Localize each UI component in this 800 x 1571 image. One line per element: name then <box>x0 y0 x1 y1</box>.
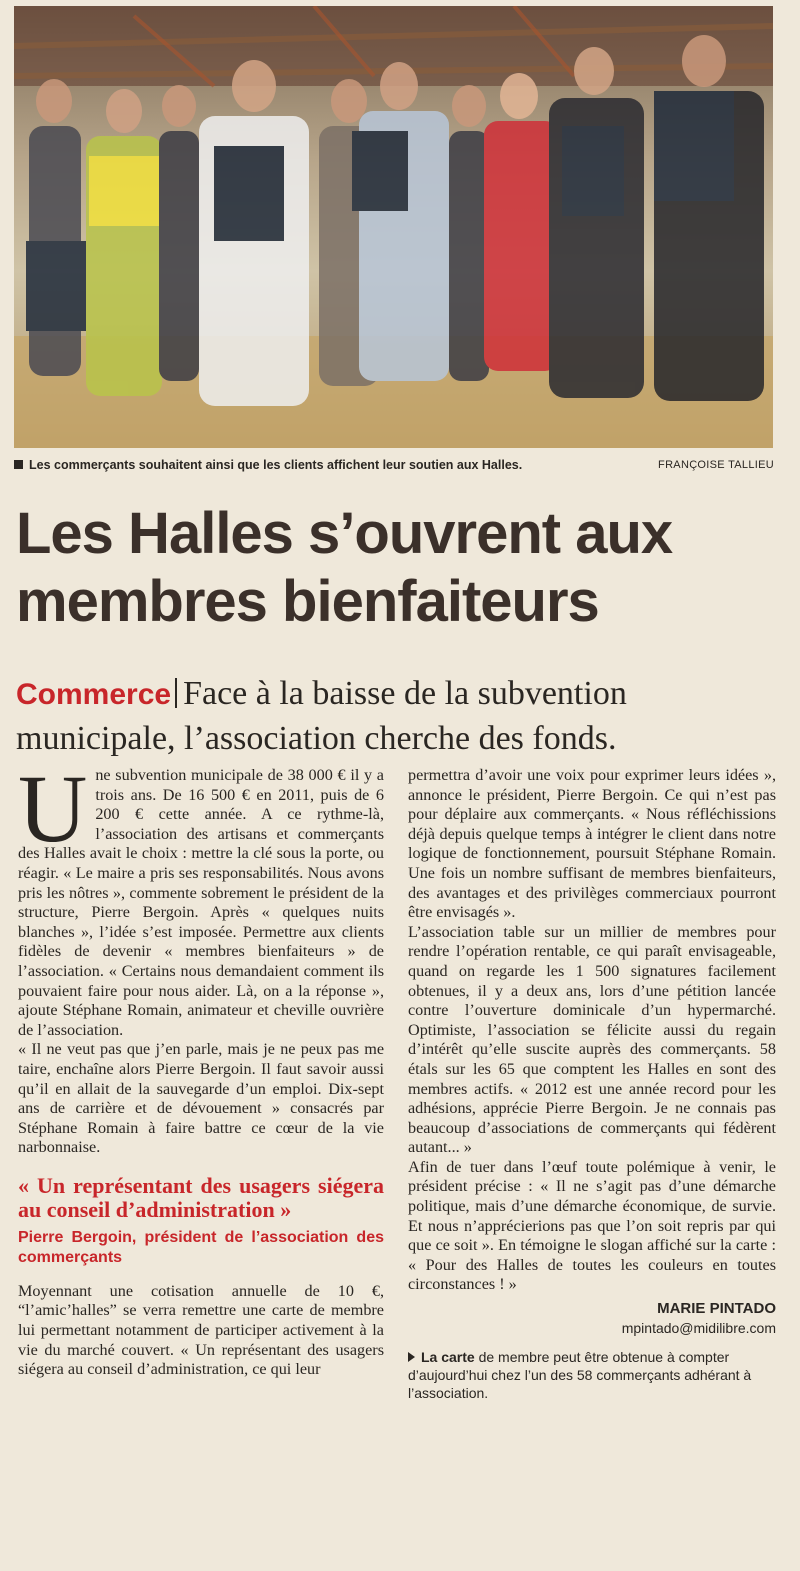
section-kicker: Commerce <box>16 678 172 711</box>
info-note <box>408 1348 776 1402</box>
article-column-1 <box>18 755 384 1380</box>
caption-square-icon <box>14 460 23 469</box>
paragraph: « Il ne veut pas que j’en parle, mais je ne peux pas me taire, enchaîne alors Pierre Bergoin. Il faut savoir aussi qu’il en allait de la sauvegarde d’un emploi. Dix-sept ans de carrière et de dévouement » consacrés par Stéphane Romain à faire battre ce cœur de la vie narbonnaise. <box>18 1040 384 1157</box>
drop-cap: U <box>18 755 88 862</box>
subhead <box>16 672 786 761</box>
caption-text-wrap <box>14 458 522 472</box>
paragraph: L’association table sur un millier de membres pour rendre l’opération rentable, ce qui paraît envisageable, quand on regarde les 1 500 signatures facilement obtenues, il y a deux ans, lors d’une pétition lancée contre l’ouverture dominicale d’un hypermarché. Optimiste, l’association se félicite aussi du regain d’intérêt qu’elle suscite auprès des commerçants. 58 étals sur les 65 que comptent les Halles en sont des membres actifs. « 2012 est une année record pour les adhésions, apprécie Pierre Bergoin. Je ne connais pas beaucoup d’associations de commerçants qui fédèrent autant... » <box>408 922 776 1157</box>
paragraph: Moyennant une cotisation annuelle de 10 €, “l’amic’halles” se verra remettre une carte de membre lui permettant notamment de participer activement à la vie du marché couvert. « Un représentant des usagers siégera au conseil d’administration, ce qui leur <box>18 1281 384 1379</box>
kicker-divider <box>175 678 177 708</box>
note-bold: La carte <box>421 1349 475 1366</box>
headline <box>16 500 786 636</box>
author-signature: MARIE PINTADO <box>657 1300 776 1318</box>
subhead-text: Face à la baisse de la subvention municipale, l’association cherche des fonds. <box>16 675 627 757</box>
pull-quote: « Un représentant des usagers siégera au conseil d’administration » <box>18 1172 384 1222</box>
group-photo-illustration <box>14 6 773 448</box>
photo-credit: FRANÇOISE TALLIEU <box>658 459 774 471</box>
note-text: de membre peut être obtenue à compter d’aujourd’hui chez l’un des 58 commerçants adhérant à l’association. <box>408 1349 752 1402</box>
caption-text: Les commerçants souhaitent ainsi que les clients affichent leur soutien aux Halles. <box>29 458 523 472</box>
paragraph: Afin de tuer dans l’œuf toute polémique à venir, le président précise : « Il ne s’agit pas d’une démarche politique, mais d’une démarche économique, de survie. Et nous n’apprécierions pas que l’on soit repris par qui que ce soit ». En témoigne le slogan affiché sur la carte : « Pour des Halles de toutes les couleurs en toutes circonstances ! » <box>408 1157 776 1294</box>
pull-quote-author: Pierre Bergoin, président de l’association des commerçants <box>18 1228 384 1266</box>
photo-caption <box>14 455 774 475</box>
triangle-bullet-icon <box>408 1352 415 1362</box>
author-email[interactable]: mpintado@midilibre.com <box>621 1319 776 1336</box>
paragraph: permettra d’avoir une voix pour exprimer leurs idées », annonce le président, Pierre Bergoin. Ce qui n’est pas pour déplaire aux commerçants. « Nous réfléchissions déjà depuis quelque temps à intégrer le client dans notre logique de fonctionnement, poursuit Stéphane Romain. Une fois un nombre suffisant de membres bienfaiteurs, des avantages et des privilèges commerciaux pourront être envisagés ». <box>408 766 776 922</box>
headline-line1: Les Halles s’ouvrent aux <box>16 501 673 566</box>
paragraph: ne subvention municipale de 38 000 € il y a trois ans. De 16 500 € en 2011, puis de 6 200 € cette année. A ce rythme-là, l’association des artisans et commerçants des Halles avait le choix : mettre la clé sous la porte, ou réagir. « Le maire a pris ses responsabilités. Nous avons pris les nôtres », commente sobrement le président de la structure, Pierre Bergoin. Après « quelques nuits blanches », l’idée s’est imposée. Permettre aux clients fidèles de devenir « membres bienfaiteurs » de l’association. « Certains nous demandaient comment ils pouvaient faire pour nous aider. Là, on a la réponse », ajoute Stéphane Romain, animateur et cheville ouvrière de l’association. <box>18 766 384 1039</box>
article-photo <box>14 6 773 448</box>
headline-line2: membres bienfaiteurs <box>16 569 599 634</box>
article-column-2 <box>408 766 776 1402</box>
